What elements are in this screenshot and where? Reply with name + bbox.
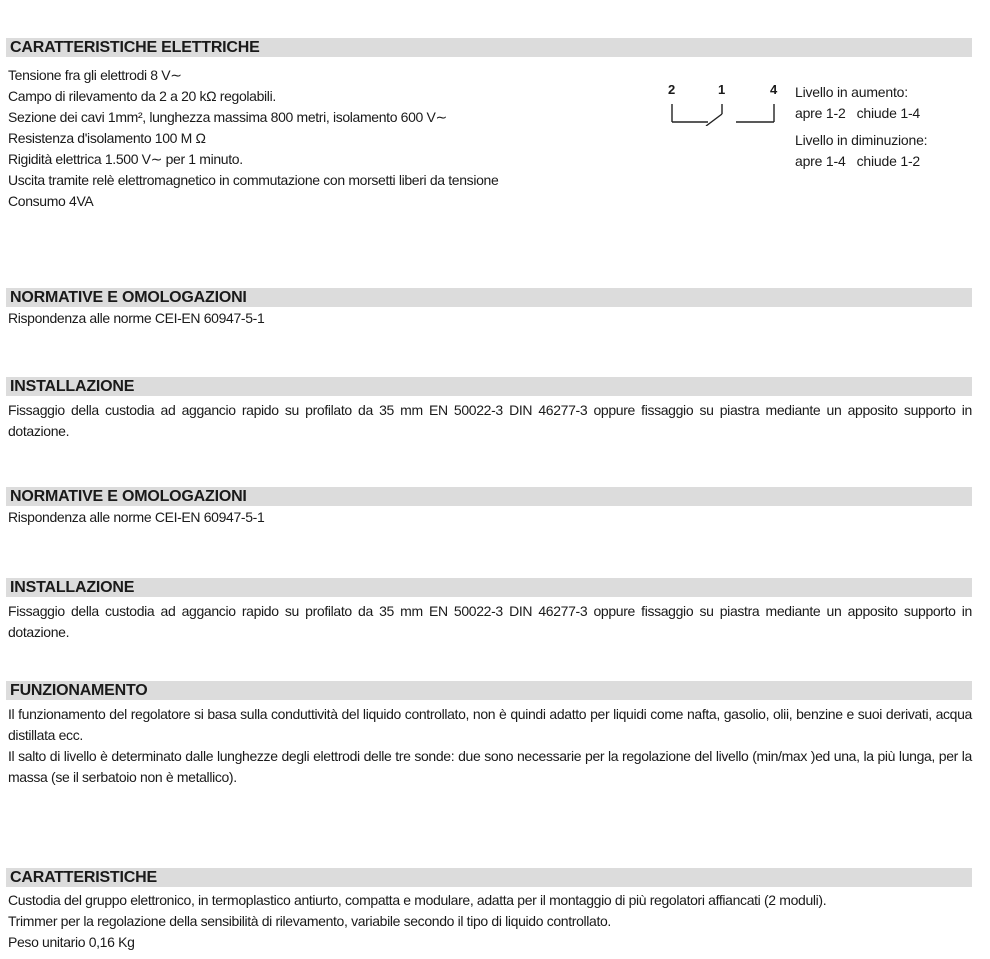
section-body: Rispondenza alle norme CEI-EN 60947-5-1 [8, 509, 265, 525]
section-body [6, 890, 972, 953]
feature-line: Custodia del gruppo elettronico, in termoplastico antiurto, compatta e modulare, adatta per il montaggio di più regolatori affiancati (2 moduli). [8, 892, 827, 908]
operation-paragraph: Il salto di livello è determinato dalle lunghezze degli elettrodi delle tre sonde: due sono necessarie per la regolazione del livello (min/max )ed una, la più lunga, per la massa (se il serbatoio non è metallico). [8, 748, 972, 785]
section-title: NORMATIVE E OMOLOGAZIONI [6, 288, 972, 307]
spec-line: Consumo 4VA [8, 193, 94, 209]
terminal-label-2: 2 [668, 82, 676, 97]
terminal-label-1: 1 [718, 82, 726, 97]
spec-line: Rigidità elettrica 1.500 V∼ per 1 minuto. [8, 151, 243, 167]
section-installation [6, 377, 972, 442]
section-standards-repeat [6, 487, 972, 528]
relay-contact-symbol [662, 82, 786, 126]
section-standards [6, 288, 972, 329]
section-title: CARATTERISTICHE [6, 868, 972, 887]
contact-legend [795, 82, 975, 172]
spec-line: Campo di rilevamento da 2 a 20 kΩ regolabili. [8, 88, 276, 104]
section-body: Fissaggio della custodia ad aggancio rapido su profilato da 35 mm EN 50022-3 DIN 46277-3 oppure fissaggio su piastra mediante un apposito supporto in dotazione. [8, 603, 972, 640]
section-installation-repeat [6, 578, 972, 643]
spec-line: Tensione fra gli elettrodi 8 V∼ [8, 67, 182, 83]
section-operation [6, 681, 972, 788]
spec-line: Sezione dei cavi 1mm², lunghezza massima 800 metri, isolamento 600 V∼ [8, 109, 447, 125]
spec-line: Resistenza d'isolamento 100 M Ω [8, 130, 206, 146]
feature-line: Peso unitario 0,16 Kg [8, 934, 135, 950]
section-features [6, 868, 972, 953]
section-body: Fissaggio della custodia ad aggancio rapido su profilato da 35 mm EN 50022-3 DIN 46277-3 oppure fissaggio su piastra mediante un apposito supporto in dotazione. [8, 402, 972, 439]
section-title: FUNZIONAMENTO [6, 681, 972, 700]
section-title: INSTALLAZIONE [6, 578, 972, 597]
feature-line: Trimmer per la regolazione della sensibilità di rilevamento, variabile secondo il tipo di liquido controllato. [8, 913, 611, 929]
section-body: Rispondenza alle norme CEI-EN 60947-5-1 [8, 310, 265, 326]
spec-line: Uscita tramite relè elettromagnetico in commutazione con morsetti liberi da tensione [8, 172, 499, 188]
rising-text: apre 1-2 chiude 1-4 [795, 105, 920, 121]
operation-paragraph: Il funzionamento del regolatore si basa sulla conduttività del liquido controllato, non è quindi adatto per liquidi come nafta, gasolio, olii, benzine e suoi derivati, acqua distillata ecc. [8, 706, 972, 743]
section-body [6, 704, 972, 788]
falling-text: apre 1-4 chiude 1-2 [795, 153, 920, 169]
section-title: CARATTERISTICHE ELETTRICHE [6, 38, 972, 57]
section-title: NORMATIVE E OMOLOGAZIONI [6, 487, 972, 506]
falling-title: Livello in diminuzione: [795, 132, 928, 148]
section-title: INSTALLAZIONE [6, 377, 972, 396]
terminal-label-4: 4 [770, 82, 778, 97]
relay-contact-diagram [662, 82, 786, 126]
rising-title: Livello in aumento: [795, 84, 908, 100]
